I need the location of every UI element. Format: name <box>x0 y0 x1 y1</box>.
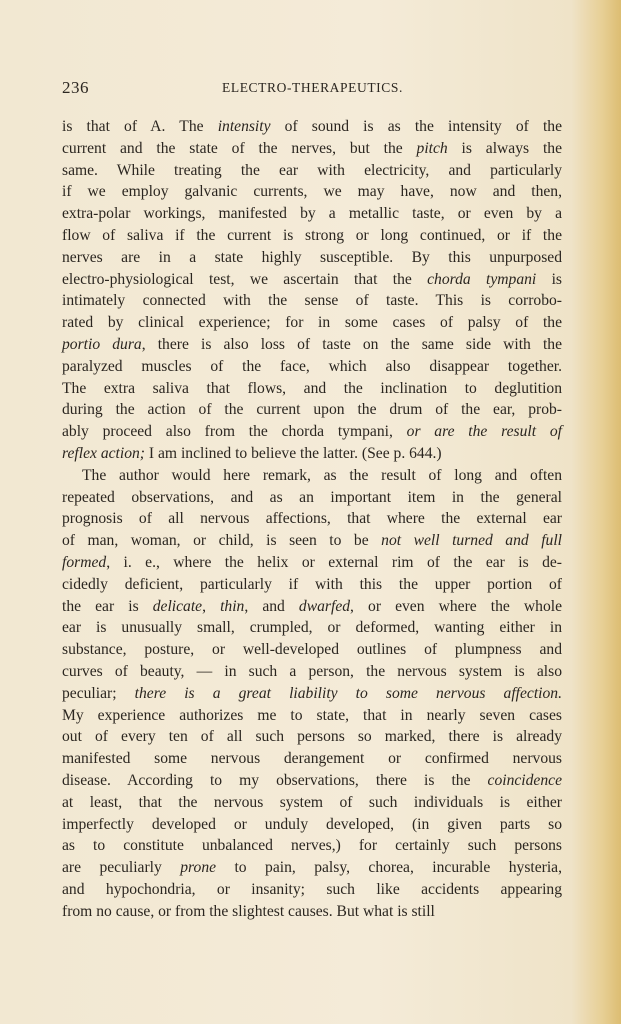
text-run: , and <box>244 597 299 615</box>
text-run: , there is also loss of taste on the same side with the <box>141 335 563 353</box>
text-line <box>62 857 562 879</box>
text-run: peculiar; <box>62 684 135 702</box>
text-line <box>62 181 562 203</box>
text-line <box>62 399 562 421</box>
text-run: are peculiarly <box>62 859 181 877</box>
text-line <box>62 225 562 247</box>
text-line <box>62 421 562 443</box>
text-line <box>62 835 562 857</box>
text-run: flow of saliva if the current is strong or long continued, or if the <box>62 226 562 244</box>
text-line <box>62 552 562 574</box>
text-line <box>62 138 562 160</box>
text-line <box>62 661 562 683</box>
italic-phrase: dwarfed <box>298 597 351 615</box>
text-run: of man, woman, or child, is seen to be <box>62 532 382 550</box>
text-line <box>62 901 562 923</box>
text-run: imperfectly developed or unduly developed, (in given parts so <box>62 815 562 833</box>
italic-phrase: there is a great liability to some nervous affection. <box>134 684 562 702</box>
italic-phrase: prone <box>180 859 217 877</box>
text-run: of sound is as the intensity of the <box>270 118 563 135</box>
italic-phrase: coincidence <box>487 771 562 789</box>
text-line <box>62 312 562 334</box>
italic-phrase: portio dura <box>62 335 142 353</box>
text-line <box>62 683 562 705</box>
text-line <box>62 443 562 465</box>
text-run: at least, that the nervous system of such individuals is either <box>62 793 562 811</box>
text-line <box>62 290 562 312</box>
text-line <box>62 356 562 378</box>
text-line <box>62 269 562 291</box>
text-line <box>62 487 562 509</box>
text-line <box>62 770 562 792</box>
text-line <box>62 465 562 487</box>
text-run: out of every ten of all such persons so marked, there is already <box>62 728 562 746</box>
italic-phrase: delicate <box>152 597 203 615</box>
text-line <box>62 792 562 814</box>
text-line <box>62 617 562 639</box>
text-run: during the action of the current upon the drum of the ear, prob- <box>62 401 562 419</box>
text-run: if we employ galvanic currents, we may have, now and then, <box>62 183 562 201</box>
text-run: is that of A. The <box>62 118 218 135</box>
text-run: , or even where the whole <box>350 597 563 615</box>
italic-phrase: or are the result of <box>406 423 562 441</box>
text-run: curves of beauty, — in such a person, the nervous system is also <box>62 662 562 680</box>
italic-phrase: intensity <box>217 118 271 135</box>
text-run: to pain, palsy, chorea, incurable hysteria, <box>216 859 562 877</box>
text-run: manifested some nervous derangement or confirmed nervous <box>62 750 562 768</box>
text-line <box>62 530 562 552</box>
text-run: is <box>536 270 562 288</box>
text-line <box>62 334 562 356</box>
text-run: from no cause, or from the slightest causes. But what is still <box>62 902 435 920</box>
text-run: same. While treating the ear with electricity, and particularly <box>62 161 562 179</box>
text-run: paralyzed muscles of the face, which also disappear together. <box>62 357 562 375</box>
italic-phrase: not well turned and full <box>381 532 563 550</box>
text-line <box>62 814 562 836</box>
text-run: extra-polar workings, manifested by a metallic taste, or even by a <box>62 205 562 223</box>
text-line <box>62 574 562 596</box>
body-text <box>62 116 562 922</box>
text-line <box>62 748 562 770</box>
text-run: ably proceed also from the chorda tympani, <box>62 423 407 441</box>
text-line <box>62 247 562 269</box>
italic-phrase: pitch <box>416 139 448 157</box>
text-run: intimately connected with the sense of taste. This is corrobo- <box>62 292 562 310</box>
text-run: current and the state of the nerves, but the <box>62 139 417 157</box>
text-line <box>62 378 562 400</box>
text-run: as to constitute unbalanced nerves,) for certainly such persons <box>62 837 562 855</box>
text-run: and hypochondria, or insanity; such like accidents appearing <box>62 880 562 898</box>
text-run: prognosis of all nervous affections, that where the external ear <box>62 510 562 528</box>
text-run: electro-physiological test, we ascertain that the <box>62 270 428 288</box>
text-line <box>62 160 562 182</box>
page-number: 236 <box>62 78 89 97</box>
text-line <box>62 879 562 901</box>
text-line <box>62 639 562 661</box>
italic-phrase: thin <box>220 597 245 615</box>
text-line <box>62 203 562 225</box>
text-run: The extra saliva that flows, and the inclination to deglutition <box>62 379 562 397</box>
text-run: the ear is <box>62 597 153 615</box>
text-run: The author would here remark, as the result of long and often <box>82 466 562 484</box>
page-header <box>62 78 564 98</box>
text-line <box>62 508 562 530</box>
text-run: cidedly deficient, particularly if with this the upper portion of <box>62 575 562 593</box>
text-run: , i. e., where the helix or external rim of the ear is de- <box>106 553 562 571</box>
text-line <box>62 705 562 727</box>
text-run: ear is unusually small, crumpled, or deformed, wanting either in <box>62 619 562 637</box>
text-run: is always the <box>447 139 562 157</box>
text-run: disease. According to my observations, there is the <box>62 771 488 789</box>
text-run: substance, posture, or well-developed outlines of plumpness and <box>62 641 562 659</box>
italic-phrase: formed <box>62 553 107 571</box>
text-run: rated by clinical experience; for in some cases of palsy of the <box>62 314 562 332</box>
text-run: nerves are in a state highly susceptible. By this unpurposed <box>62 248 562 266</box>
text-line <box>62 726 562 748</box>
text-run: repeated observations, and as an important item in the general <box>62 488 562 506</box>
text-run: My experience authorizes me to state, that in nearly seven cases <box>62 706 562 724</box>
italic-phrase: reflex action; <box>62 444 145 462</box>
text-line <box>62 596 562 618</box>
running-head: ELECTRO-THERAPEUTICS. <box>222 80 403 95</box>
text-line <box>62 116 562 138</box>
italic-phrase: chorda tympani <box>427 270 537 288</box>
text-run: I am inclined to believe the latter. (See p. 644.) <box>145 444 442 462</box>
text-run: , <box>202 597 221 615</box>
